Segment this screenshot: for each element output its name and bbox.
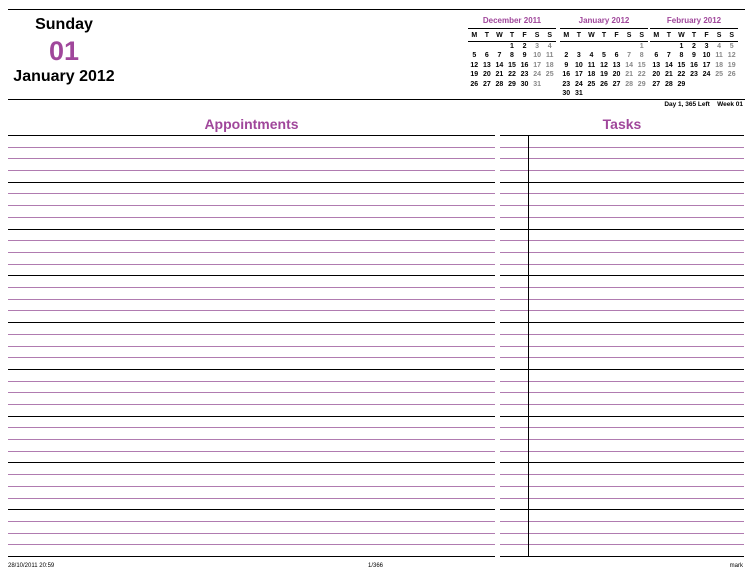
ruled-line <box>500 135 744 136</box>
ruled-line <box>8 498 495 499</box>
calendar-day[interactable] <box>725 80 738 90</box>
weekday-header: M <box>650 31 663 42</box>
ruled-line <box>500 533 744 534</box>
ruled-line <box>500 334 744 335</box>
calendar-day[interactable]: 16 <box>690 61 698 69</box>
calendar-day[interactable]: 7 <box>497 52 502 59</box>
calendar-day[interactable]: 20 <box>652 71 661 78</box>
appointments-lines <box>8 135 495 556</box>
calendar-day[interactable]: 13 <box>612 61 621 69</box>
calendar-day[interactable]: 10 <box>533 52 542 59</box>
calendar-day[interactable]: 29 <box>637 80 646 88</box>
ruled-line <box>8 369 495 370</box>
ruled-line <box>8 322 495 323</box>
calendar-day[interactable] <box>688 80 701 90</box>
day-info <box>664 101 743 108</box>
calendar-day[interactable]: 12 <box>470 61 479 69</box>
ruled-line <box>8 439 495 440</box>
calendar-day[interactable]: 26 <box>470 80 479 88</box>
calendar-day[interactable] <box>650 42 663 52</box>
ruled-line <box>8 158 495 159</box>
ruled-line <box>8 462 495 463</box>
calendar-day[interactable]: 22 <box>677 71 686 78</box>
weekday-header: T <box>481 31 494 42</box>
ruled-line <box>500 182 744 183</box>
calendar-day[interactable]: 28 <box>664 80 673 88</box>
ruled-line <box>500 357 744 358</box>
ruled-line <box>8 486 495 487</box>
ruled-line <box>500 252 744 253</box>
calendar-day[interactable]: 15 <box>677 61 686 69</box>
mini-calendar-grid <box>468 31 556 89</box>
ruled-line <box>8 334 495 335</box>
calendar-day[interactable] <box>585 89 598 99</box>
calendar-day[interactable]: 3 <box>535 42 540 50</box>
calendar-day[interactable]: 7 <box>627 52 632 59</box>
ruled-line <box>500 158 744 159</box>
calendar-day[interactable]: 13 <box>482 61 491 69</box>
calendar-day[interactable]: 22 <box>508 71 516 78</box>
calendar-day[interactable] <box>543 80 556 90</box>
calendar-day[interactable]: 11 <box>546 52 554 59</box>
calendar-day[interactable]: 21 <box>664 71 673 78</box>
ruled-line <box>8 217 495 218</box>
calendar-day[interactable]: 23 <box>562 80 571 88</box>
ruled-line <box>500 240 744 241</box>
ruled-line <box>500 509 744 510</box>
calendar-day[interactable]: 12 <box>600 61 608 69</box>
calendar-day[interactable] <box>560 42 573 52</box>
calendar-day[interactable]: 2 <box>522 42 527 50</box>
calendar-day[interactable]: 31 <box>574 90 583 97</box>
calendar-day[interactable] <box>598 89 611 99</box>
calendar-day[interactable]: 11 <box>715 52 723 59</box>
calendar-day[interactable] <box>493 42 506 52</box>
calendar-day[interactable]: 26 <box>727 71 736 78</box>
calendar-day[interactable] <box>663 42 676 52</box>
calendar-day[interactable]: 25 <box>587 80 596 88</box>
date-block <box>8 14 120 86</box>
top-rule <box>8 9 745 10</box>
ruled-line <box>8 240 495 241</box>
ruled-line <box>500 310 744 311</box>
ruled-line <box>8 392 495 393</box>
ruled-line <box>500 381 744 382</box>
ruled-line <box>8 346 495 347</box>
header-rule <box>8 99 745 100</box>
calendar-day[interactable]: 16 <box>562 71 571 78</box>
calendar-day[interactable]: 14 <box>625 61 634 69</box>
ruled-line <box>8 556 495 557</box>
calendar-day[interactable]: 29 <box>677 80 686 88</box>
calendar-day[interactable]: 31 <box>533 80 542 88</box>
calendar-day[interactable] <box>713 80 726 90</box>
calendar-day[interactable]: 1 <box>639 42 644 50</box>
calendar-day[interactable]: 19 <box>727 61 736 69</box>
calendar-day[interactable]: 6 <box>614 52 619 59</box>
calendar-day[interactable]: 4 <box>547 42 552 50</box>
calendar-day[interactable]: 28 <box>625 80 634 88</box>
ruled-line <box>8 182 495 183</box>
calendar-day[interactable]: 15 <box>637 61 646 69</box>
weekday-header: T <box>598 31 611 42</box>
ruled-line <box>8 474 495 475</box>
ruled-line <box>500 193 744 194</box>
calendar-day[interactable]: 1 <box>510 42 514 50</box>
calendar-day[interactable]: 25 <box>545 71 554 78</box>
user-name: mark <box>729 563 743 569</box>
calendar-day[interactable]: 22 <box>637 71 646 78</box>
ruled-line <box>500 439 744 440</box>
calendar-day[interactable]: 10 <box>574 61 583 69</box>
mini-calendar <box>468 15 556 89</box>
weekday-header: W <box>675 31 688 42</box>
ruled-line <box>500 264 744 265</box>
weekday-header: S <box>713 31 726 42</box>
tasks-title: Tasks <box>602 116 642 132</box>
ruled-line <box>8 147 495 148</box>
calendar-day[interactable]: 23 <box>690 71 698 78</box>
ruled-line <box>8 381 495 382</box>
mini-calendar-title: December 2011 <box>468 15 556 29</box>
calendar-day[interactable]: 8 <box>510 52 514 59</box>
weekday-header: S <box>531 31 544 42</box>
calendar-day[interactable]: 26 <box>600 80 608 88</box>
calendar-day[interactable]: 21 <box>625 71 634 78</box>
ruled-line <box>8 404 495 405</box>
ruled-line <box>8 416 495 417</box>
calendar-day[interactable]: 16 <box>520 61 529 69</box>
ruled-line <box>8 427 495 428</box>
ruled-line <box>8 193 495 194</box>
mini-calendar <box>560 15 648 99</box>
calendar-day[interactable]: 3 <box>576 52 581 59</box>
ruled-line <box>500 486 744 487</box>
calendar-day[interactable]: 4 <box>717 42 722 50</box>
ruled-line <box>500 427 744 428</box>
calendar-day[interactable]: 28 <box>495 80 504 88</box>
calendar-day[interactable]: 27 <box>482 80 491 88</box>
calendar-day[interactable]: 24 <box>702 71 711 78</box>
calendar-day[interactable]: 11 <box>587 61 596 69</box>
calendar-day[interactable]: 21 <box>495 71 504 78</box>
weekday-header: F <box>610 31 623 42</box>
calendar-day[interactable]: 9 <box>564 61 569 69</box>
ruled-line <box>500 416 744 417</box>
ruled-line <box>500 217 744 218</box>
ruled-line <box>500 229 744 230</box>
ruled-line <box>500 299 744 300</box>
page-number: 1/366 <box>368 563 384 569</box>
day-number: 01 <box>48 36 80 66</box>
calendar-day[interactable] <box>585 42 598 52</box>
calendar-day[interactable]: 17 <box>533 61 542 69</box>
ruled-line <box>8 229 495 230</box>
ruled-line <box>500 498 744 499</box>
weekday-header: S <box>623 31 636 42</box>
calendar-day[interactable]: 15 <box>508 61 516 69</box>
calendar-day[interactable]: 9 <box>522 52 527 59</box>
calendar-day[interactable]: 14 <box>664 61 673 69</box>
calendar-day[interactable]: 27 <box>652 80 661 88</box>
ruled-line <box>8 264 495 265</box>
ruled-line <box>8 287 495 288</box>
calendar-day[interactable] <box>573 42 586 52</box>
ruled-line <box>500 451 744 452</box>
ruled-line <box>500 322 744 323</box>
calendar-day[interactable]: 18 <box>545 61 554 69</box>
weekday-header: M <box>468 31 481 42</box>
weekday-header: M <box>560 31 573 42</box>
tasks-column-separator <box>528 135 529 556</box>
ruled-line <box>8 357 495 358</box>
weekday-header: W <box>585 31 598 42</box>
mini-calendar-grid <box>650 31 738 89</box>
ruled-line <box>500 287 744 288</box>
calendar-day[interactable]: 17 <box>702 61 711 69</box>
calendar-day[interactable]: 7 <box>666 52 671 59</box>
weekday-header: T <box>506 31 519 42</box>
weekday-header: T <box>688 31 701 42</box>
mini-calendar <box>650 15 738 89</box>
calendar-day[interactable]: 8 <box>679 52 684 59</box>
calendar-day[interactable]: 9 <box>692 52 696 59</box>
ruled-line <box>8 509 495 510</box>
calendar-day[interactable]: 2 <box>564 52 569 59</box>
calendar-day[interactable] <box>598 42 611 52</box>
ruled-line <box>500 404 744 405</box>
calendar-day[interactable]: 6 <box>654 52 659 59</box>
days-left: Day 1, 365 Left <box>664 101 710 108</box>
tasks-lines <box>500 135 744 556</box>
ruled-line <box>500 147 744 148</box>
ruled-line <box>500 462 744 463</box>
ruled-line <box>500 369 744 370</box>
weekday-header: S <box>635 31 648 42</box>
mini-calendar-title: January 2012 <box>560 15 648 29</box>
weekday-header: F <box>518 31 531 42</box>
calendar-day[interactable] <box>623 89 636 99</box>
mini-calendar-title: February 2012 <box>650 15 738 29</box>
calendar-day[interactable]: 25 <box>715 71 724 78</box>
calendar-day[interactable] <box>623 42 636 52</box>
calendar-day[interactable] <box>610 42 623 52</box>
weekday: Sunday <box>35 16 93 33</box>
ruled-line <box>8 135 495 136</box>
calendar-day[interactable]: 17 <box>574 71 583 78</box>
calendar-day[interactable]: 23 <box>520 71 529 78</box>
calendar-day[interactable]: 19 <box>470 71 479 78</box>
appointments-title: Appointments <box>204 116 299 132</box>
weekday-header: S <box>725 31 738 42</box>
calendar-day[interactable] <box>468 42 481 52</box>
weekday-header: S <box>543 31 556 42</box>
calendar-day[interactable]: 8 <box>639 52 644 59</box>
ruled-line <box>8 533 495 534</box>
calendar-day[interactable]: 13 <box>652 61 661 69</box>
calendar-day[interactable]: 30 <box>520 80 529 88</box>
ruled-line <box>500 521 744 522</box>
ruled-line <box>8 299 495 300</box>
calendar-day[interactable] <box>481 42 494 52</box>
ruled-line <box>500 205 744 206</box>
calendar-day[interactable]: 20 <box>612 71 621 78</box>
ruled-line <box>500 275 744 276</box>
calendar-day[interactable]: 24 <box>533 71 542 78</box>
calendar-day[interactable]: 6 <box>484 52 489 59</box>
calendar-day[interactable]: 14 <box>495 61 504 69</box>
ruled-line <box>8 544 495 545</box>
calendar-day[interactable]: 24 <box>574 80 583 88</box>
ruled-line <box>8 310 495 311</box>
month-year: January 2012 <box>13 68 115 85</box>
ruled-line <box>8 252 495 253</box>
calendar-day[interactable]: 3 <box>704 42 709 50</box>
calendar-day[interactable]: 5 <box>472 52 477 59</box>
calendar-day[interactable]: 5 <box>602 52 606 59</box>
print-timestamp: 28/10/2011 20:59 <box>8 563 55 569</box>
calendar-day[interactable]: 10 <box>702 52 711 59</box>
ruled-line <box>500 392 744 393</box>
ruled-line <box>8 451 495 452</box>
ruled-line <box>8 521 495 522</box>
ruled-line <box>8 205 495 206</box>
calendar-day[interactable] <box>635 89 648 99</box>
mini-calendar-grid <box>560 31 648 99</box>
ruled-line <box>8 275 495 276</box>
calendar-day[interactable]: 18 <box>715 61 724 69</box>
weekday-header: W <box>493 31 506 42</box>
ruled-line <box>500 556 744 557</box>
calendar-day[interactable]: 18 <box>587 71 596 78</box>
calendar-day[interactable]: 5 <box>729 42 734 50</box>
calendar-day[interactable] <box>610 89 623 99</box>
calendar-day[interactable]: 12 <box>727 52 736 59</box>
week-number: Week 01 <box>717 101 743 108</box>
calendar-day[interactable]: 30 <box>562 90 571 97</box>
calendar-day[interactable]: 19 <box>600 71 608 78</box>
ruled-line <box>500 474 744 475</box>
ruled-line <box>500 544 744 545</box>
calendar-day[interactable]: 29 <box>508 80 516 88</box>
calendar-day[interactable] <box>700 80 713 90</box>
ruled-line <box>500 170 744 171</box>
ruled-line <box>500 346 744 347</box>
calendar-day[interactable]: 4 <box>589 52 594 59</box>
ruled-line <box>8 170 495 171</box>
calendar-day[interactable]: 27 <box>612 80 621 88</box>
calendar-day[interactable]: 20 <box>482 71 491 78</box>
calendar-day[interactable]: 1 <box>679 42 684 50</box>
calendar-day[interactable]: 2 <box>692 42 696 50</box>
weekday-header: T <box>663 31 676 42</box>
weekday-header: F <box>700 31 713 42</box>
weekday-header: T <box>573 31 586 42</box>
